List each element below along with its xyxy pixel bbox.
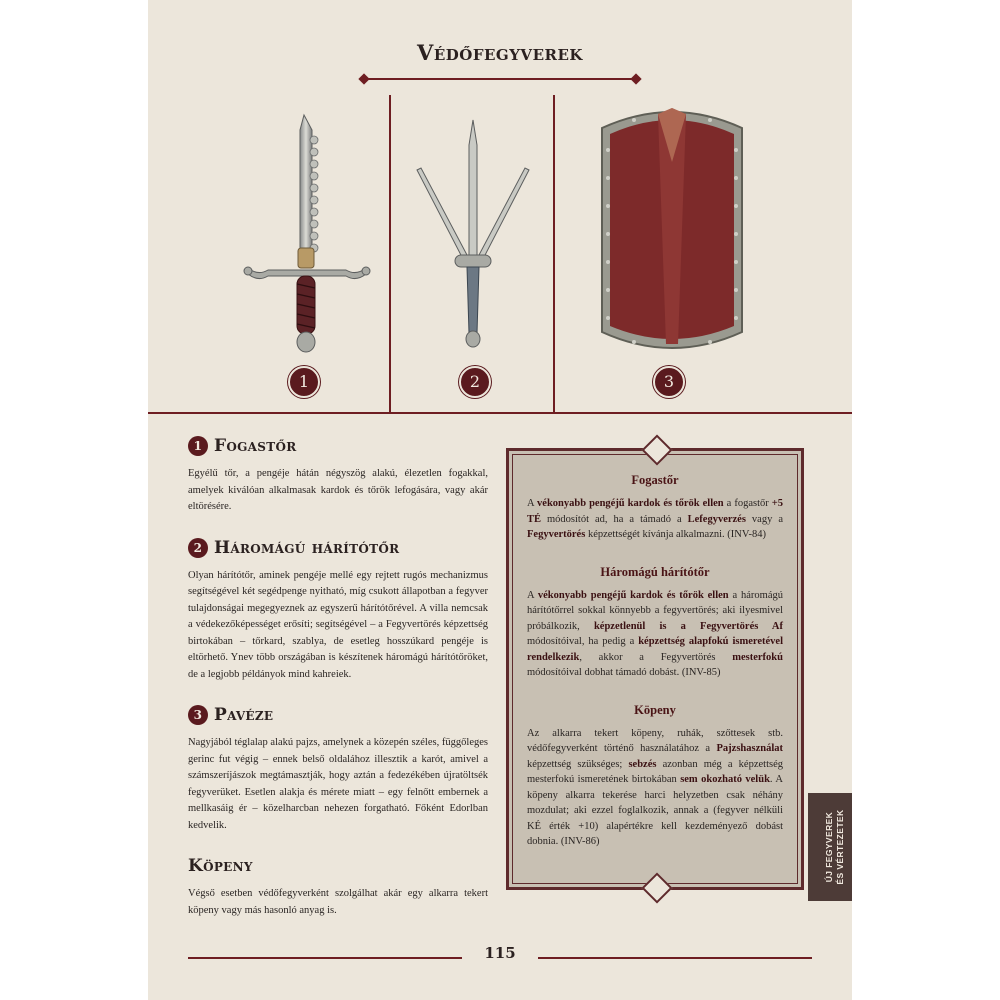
title-underline [364,78,636,80]
fogastor-illustration [238,110,378,355]
footer-rule-right [538,957,812,959]
section-text-kopeny: Végső esetben védőfegyverként szolgálhat akár egy alkarra tekert köpeny vagy más hasonló anyag is. [188,888,488,916]
footer-rule-left [188,957,462,959]
section-text-haromagu: Olyan hárítótőr, aminek pengéje mellé egy rejtett rugós mechanizmus segítségével két segédpenge nyitható, míg csukott állapotban a fegyver tulajdonságai megegyeznek az egyszerű hárítótőrével. A villa nemcsak a védekezőképességet erősíti; segítségével – a Fegyvertörés képzettség birtokában – tőrkard, szablya, de esetleg hosszúkard pengéje is eltörhető. Ynev több országában is készítenek háromágú hárítótőröket, de a legjobb példányok mind kahreiek. [188,569,488,680]
section-number-badge: 2 [188,538,208,558]
figure-1-number: 1 [288,366,320,398]
figure-2-number: 2 [459,366,491,398]
page-title: Védőfegyverek [417,40,583,65]
rule-text-kopeny: Az alkarra tekert köpeny, ruhák, szőttesek stb. védőfegyverként történő használatához a Pajzshasználat képzettség szükséges; sebzés azonban még a képzettség mesterfokú ismeretének birtokában sem okozható velük. A köpeny alkarra tekerése harci helyzetben csak néhány mozdulat; aki ezzel foglalkozik, annak a (fegyver nélküli KÉ érték +10) alapértékre kell kezdeményező dobást dobnia. (INV-86) [527,727,783,847]
rule-heading-fogastor: Fogastőr [631,473,679,487]
illustration-bottom-rule [148,412,852,414]
haromagu-haritotor-illustration [403,115,543,355]
column-divider-1 [389,95,391,413]
rule-text-haromagu: A vékonyabb pengéjű kardok és tőrök ellen a háromágú hárítótőrrel sokkal könnyebb a fegyvertörés; aki ilyesmivel próbálkozik, képzetlenül is a Fegyvertörés Af módosítóival, ha pedig a képzettség alapfokú ismeretével rendelkezik, akkor a Fegyvertörés mesterfokú módosítóival dobhat támadó dobást. (INV-85) [527,589,784,678]
page-number: 115 [484,944,516,962]
section-title: Fogastőr [214,436,297,456]
rule-heading-kopeny: Köpeny [634,702,676,717]
column-divider-2 [553,95,555,413]
section-heading-paveze [188,705,488,725]
box-top-ornament [641,434,672,465]
section-text-paveze: Nagyjából téglalap alakú pajzs, amelynek a közepén széles, függőleges gerinc fut végig – ennek belső oldalához illesztik a karót, amivel a számszeríjászok megtámasztják, hogy aztán a fedezékében újratöltsék fegyverüket. Esetlen alakja és mérete miatt – egy felnőtt embernek a mellkasáig ér – közelharcban nehezen forgatható. Főként Edorlban kedvelik. [188,737,488,831]
section-heading-fogastor [188,436,488,456]
figure-3-number: 3 [653,366,685,398]
section-heading-kopeny [188,856,488,876]
section-number-badge: 3 [188,705,208,725]
box-bottom-ornament [641,872,672,903]
section-number-badge: 1 [188,436,208,456]
rules-sidebar-box [506,448,804,890]
section-heading-haromagu [188,538,488,558]
rule-text-fogastor: A vékonyabb pengéjű kardok és tőrök ellen a fogastőr +5 TÉ módosítót ad, ha a támadó a Lefegyverzés vagy a Fegyvertörés képzettségét kívánja alkalmazni. (INV-84) [527,498,783,540]
section-title: Köpeny [188,856,253,876]
descriptions-column [188,436,488,919]
paveze-illustration [598,102,746,356]
chapter-tab-label: ÚJ FEGYVEREK ÉS VÉRTEZETEK [824,809,845,885]
book-page [148,0,852,1000]
section-text-fogastor: Egyélű tőr, a pengéje hátán négyszög alakú, élezetlen fogakkal, amelyek kiválóan alkalmasak kardok és tőrök lefogására, vagy akár eltörésére. [188,468,488,512]
section-title: Háromágú hárítótőr [214,537,400,558]
rule-heading-haromagu: Háromágú hárítótőr [600,564,710,579]
section-title: Pavéze [214,705,274,725]
